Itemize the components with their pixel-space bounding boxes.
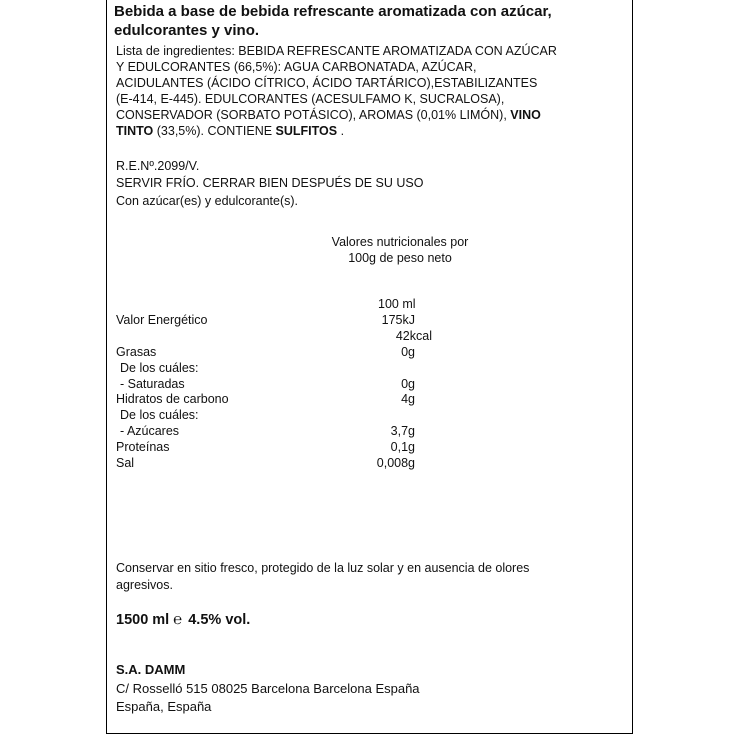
nutrient-value-energy-kj: 175kJ (381, 313, 415, 327)
volume-quantity: 1500 ml (116, 612, 170, 628)
serving-instructions: SERVIR FRÍO. CERRAR BIEN DESPUÉS DE SU USO (116, 176, 424, 190)
allergen-tinto: TINTO (116, 124, 154, 138)
ingredients-line-5 (116, 107, 541, 123)
allergen-sulfitos: SULFITOS (275, 124, 338, 138)
storage-line-2: agresivos. (116, 578, 173, 592)
nutrient-value-protein: 0,1g (390, 440, 415, 454)
nutrient-label-of-which-1: De los cuáles: (120, 361, 199, 375)
company-name: S.A. DAMM (116, 662, 186, 677)
nutrient-value-fat: 0g (401, 345, 415, 359)
nutrient-label-sugars: - Azúcares (120, 424, 180, 438)
ingredients-line-5-text: CONSERVADOR (SORBATO POTÁSICO), AROMAS (0,01% LIMÓN), (116, 108, 511, 122)
alcohol-content: 4.5% vol. (188, 612, 251, 628)
ingredients-line-1: Lista de ingredientes: BEBIDA REFRESCANTE AROMATIZADA CON AZÚCAR (116, 44, 557, 58)
product-title-line-1: Bebida a base de bebida refrescante aromatizada con azúcar, (114, 3, 552, 20)
nutrient-value-carbohydrates: 4g (401, 392, 415, 406)
nutrient-value-salt: 0,008g (376, 456, 415, 470)
storage-line-1: Conservar en sitio fresco, protegido de la luz solar y en ausencia de olores (116, 561, 530, 575)
nutrition-header-line-2: 100g de peso neto (348, 251, 452, 265)
product-title-line-2: edulcorantes y vino. (114, 22, 260, 39)
net-volume (116, 611, 250, 628)
company-country: España, España (116, 699, 212, 714)
ingredients-line-3: ACIDULANTES (ÁCIDO CÍTRICO, ÁCIDO TARTÁRICO),ESTABILIZANTES (116, 76, 538, 90)
nutrient-value-sugars: 3,7g (390, 424, 415, 438)
ingredients-line-2: Y EDULCORANTES (66,5%): AGUA CARBONATADA, AZÚCAR, (116, 60, 477, 74)
ingredients-line-4: (E-414, E-445). EDULCORANTES (ACESULFAMO K, SUCRALOSA), (116, 92, 505, 106)
nutrient-label-of-which-2: De los cuáles: (120, 408, 199, 422)
nutrient-label-energy: Valor Energético (116, 313, 208, 327)
nutrient-value-energy-kcal: 42kcal (395, 329, 432, 343)
sweetener-notice: Con azúcar(es) y edulcorante(s). (116, 194, 299, 208)
ingredients-line-6-text: (33,5%). CONTIENE (153, 124, 276, 138)
registry-number: R.E.Nº.2099/V. (116, 159, 200, 173)
nutrient-value-saturated: 0g (401, 377, 415, 391)
company-address: C/ Rosselló 515 08025 Barcelona Barcelona España (116, 681, 420, 696)
nutrient-label-salt: Sal (116, 456, 135, 470)
ingredients-line-6 (116, 123, 344, 139)
nutrition-column-header: 100 ml (378, 297, 416, 311)
allergen-vino: VINO (510, 108, 541, 122)
nutrition-header-line-1: Valores nutricionales por (331, 235, 469, 249)
ingredients-line-6-end: . (337, 124, 345, 138)
nutrient-label-saturated: - Saturadas (120, 377, 185, 391)
estimated-sign-icon: ℮ (173, 611, 183, 628)
nutrient-label-fat: Grasas (116, 345, 157, 359)
nutrient-label-carbohydrates: Hidratos de carbono (116, 392, 229, 406)
nutrient-label-protein: Proteínas (116, 440, 170, 454)
